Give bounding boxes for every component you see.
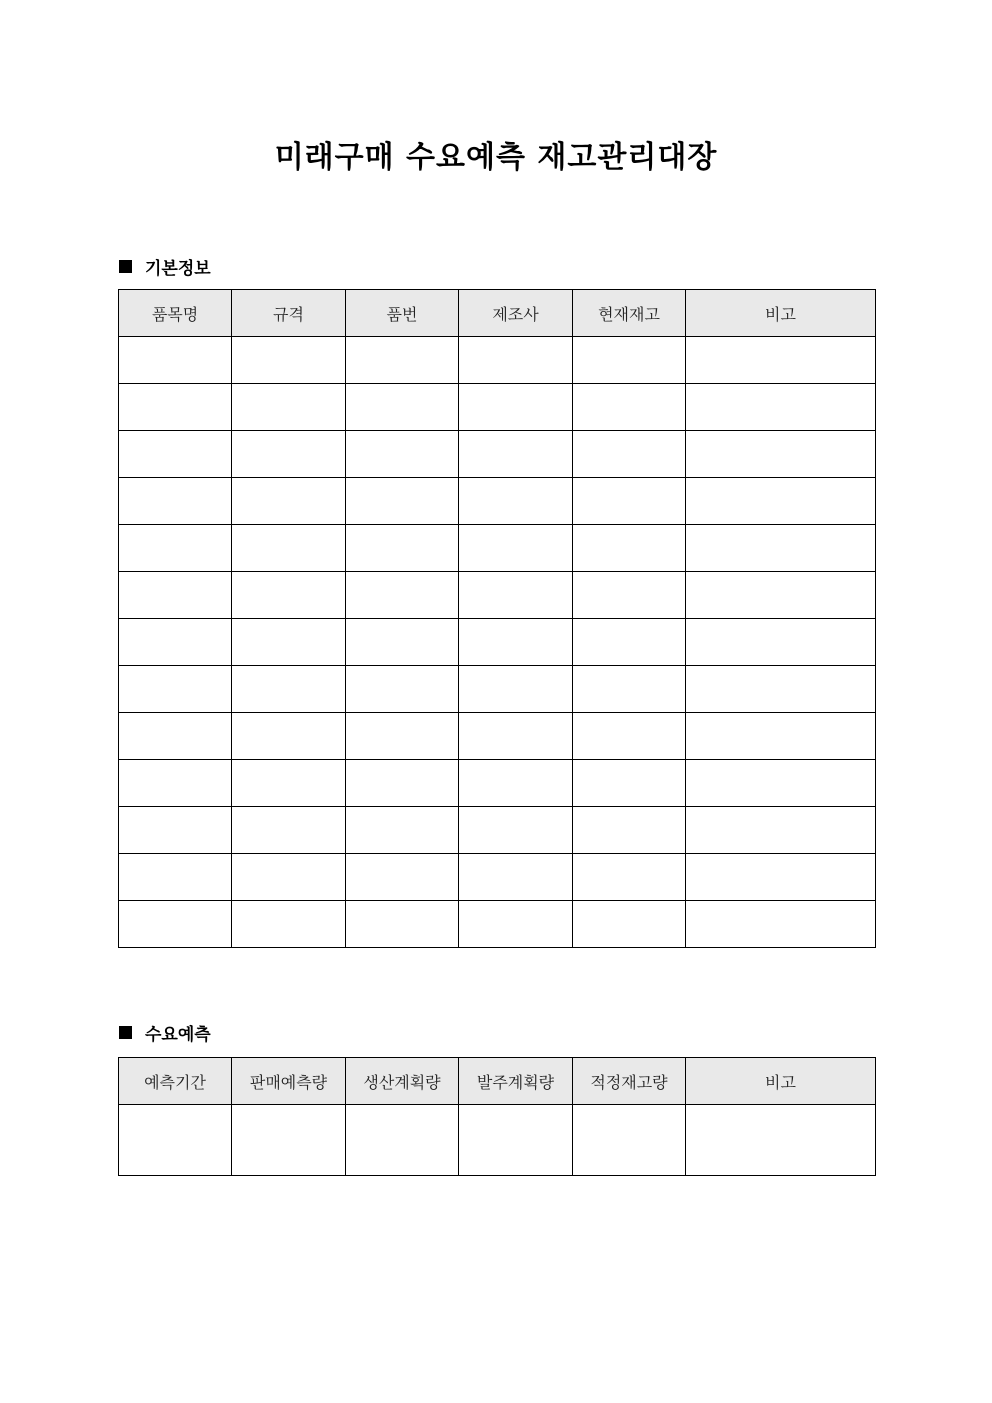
table-cell[interactable]: [573, 807, 686, 854]
table-row: [119, 384, 876, 431]
table-cell[interactable]: [119, 760, 232, 807]
table-cell[interactable]: [686, 1105, 876, 1176]
table-cell[interactable]: [346, 760, 459, 807]
table-cell[interactable]: [232, 807, 346, 854]
table-cell[interactable]: [232, 337, 346, 384]
table-cell[interactable]: [686, 901, 876, 948]
table-cell[interactable]: [686, 854, 876, 901]
table-cell[interactable]: [119, 525, 232, 572]
table-cell[interactable]: [459, 901, 573, 948]
table-cell[interactable]: [573, 713, 686, 760]
table-cell[interactable]: [119, 337, 232, 384]
column-header-spec: 규격: [232, 290, 346, 337]
basic-info-header-row: [119, 290, 876, 337]
table-cell[interactable]: [686, 619, 876, 666]
basic-info-body: [119, 337, 876, 948]
table-cell[interactable]: [232, 1105, 346, 1176]
demand-forecast-header-row: [119, 1058, 876, 1105]
table-cell[interactable]: [686, 666, 876, 713]
table-cell[interactable]: [573, 666, 686, 713]
table-cell[interactable]: [573, 901, 686, 948]
column-header-order-plan: 발주계획량: [459, 1058, 573, 1105]
column-header-current-stock: 현재재고: [573, 290, 686, 337]
table-cell[interactable]: [346, 1105, 459, 1176]
table-cell[interactable]: [573, 337, 686, 384]
square-bullet-icon: [119, 260, 132, 273]
table-cell[interactable]: [459, 572, 573, 619]
table-cell[interactable]: [232, 666, 346, 713]
table-cell[interactable]: [346, 431, 459, 478]
demand-forecast-table: [118, 1057, 876, 1176]
table-row: [119, 431, 876, 478]
table-cell[interactable]: [459, 666, 573, 713]
column-header-item-name: 품목명: [119, 290, 232, 337]
table-cell[interactable]: [459, 760, 573, 807]
demand-forecast-heading-label: 수요예측: [145, 1025, 211, 1045]
table-cell[interactable]: [346, 384, 459, 431]
table-cell[interactable]: [459, 619, 573, 666]
table-cell[interactable]: [119, 478, 232, 525]
table-row: [119, 619, 876, 666]
table-cell[interactable]: [459, 525, 573, 572]
column-header-forecast-period: 예측기간: [119, 1058, 232, 1105]
table-cell[interactable]: [573, 384, 686, 431]
table-cell[interactable]: [346, 901, 459, 948]
square-bullet-icon: [119, 1026, 132, 1039]
table-cell[interactable]: [459, 807, 573, 854]
table-cell[interactable]: [573, 478, 686, 525]
table-cell[interactable]: [459, 431, 573, 478]
table-cell[interactable]: [119, 901, 232, 948]
table-cell[interactable]: [686, 525, 876, 572]
table-cell[interactable]: [119, 619, 232, 666]
table-cell[interactable]: [119, 713, 232, 760]
table-row: [119, 337, 876, 384]
table-cell[interactable]: [346, 337, 459, 384]
table-cell[interactable]: [346, 807, 459, 854]
table-cell[interactable]: [346, 666, 459, 713]
table-cell[interactable]: [232, 619, 346, 666]
column-header-remarks: 비고: [686, 290, 876, 337]
table-cell[interactable]: [573, 525, 686, 572]
table-cell[interactable]: [573, 854, 686, 901]
table-cell[interactable]: [459, 478, 573, 525]
table-row: [119, 854, 876, 901]
table-row: [119, 713, 876, 760]
table-cell[interactable]: [346, 713, 459, 760]
table-cell[interactable]: [346, 619, 459, 666]
table-row: [119, 760, 876, 807]
table-cell[interactable]: [346, 525, 459, 572]
table-row: [119, 525, 876, 572]
table-cell[interactable]: [573, 431, 686, 478]
column-header-manufacturer: 제조사: [459, 290, 573, 337]
column-header-remarks: 비고: [686, 1058, 876, 1105]
table-cell[interactable]: [459, 713, 573, 760]
table-cell[interactable]: [573, 760, 686, 807]
table-cell[interactable]: [119, 666, 232, 713]
table-row: [119, 572, 876, 619]
table-row: [119, 807, 876, 854]
table-cell[interactable]: [232, 713, 346, 760]
column-header-sales-forecast: 판매예측량: [232, 1058, 346, 1105]
basic-info-heading-label: 기본정보: [145, 259, 211, 279]
table-cell[interactable]: [346, 572, 459, 619]
table-cell[interactable]: [686, 760, 876, 807]
table-cell[interactable]: [119, 572, 232, 619]
table-cell[interactable]: [573, 572, 686, 619]
page-title: 미래구매 수요예측 재고관리대장: [274, 140, 718, 175]
table-cell[interactable]: [459, 1105, 573, 1176]
column-header-production-plan: 생산계획량: [346, 1058, 459, 1105]
table-cell[interactable]: [119, 431, 232, 478]
table-cell[interactable]: [232, 901, 346, 948]
table-cell[interactable]: [119, 807, 232, 854]
table-cell[interactable]: [119, 1105, 232, 1176]
table-cell[interactable]: [232, 572, 346, 619]
column-header-part-number: 품번: [346, 290, 459, 337]
table-cell[interactable]: [686, 713, 876, 760]
table-row: [119, 901, 876, 948]
table-cell[interactable]: [686, 478, 876, 525]
table-cell[interactable]: [346, 478, 459, 525]
table-cell[interactable]: [232, 384, 346, 431]
table-cell[interactable]: [119, 384, 232, 431]
table-cell[interactable]: [459, 384, 573, 431]
table-cell[interactable]: [686, 572, 876, 619]
demand-forecast-heading: [119, 1020, 211, 1045]
demand-forecast-body: [119, 1105, 876, 1176]
table-cell[interactable]: [573, 619, 686, 666]
table-cell[interactable]: [573, 1105, 686, 1176]
table-cell[interactable]: [686, 807, 876, 854]
table-cell[interactable]: [119, 854, 232, 901]
table-row: [119, 1105, 876, 1176]
column-header-optimal-stock: 적정재고량: [573, 1058, 686, 1105]
table-cell[interactable]: [686, 431, 876, 478]
table-row: [119, 666, 876, 713]
table-cell[interactable]: [459, 854, 573, 901]
table-cell[interactable]: [232, 525, 346, 572]
table-cell[interactable]: [232, 478, 346, 525]
table-cell[interactable]: [232, 431, 346, 478]
table-cell[interactable]: [232, 760, 346, 807]
table-cell[interactable]: [686, 337, 876, 384]
table-cell[interactable]: [232, 854, 346, 901]
table-cell[interactable]: [459, 337, 573, 384]
table-cell[interactable]: [346, 854, 459, 901]
basic-info-heading: [119, 254, 211, 279]
table-cell[interactable]: [686, 384, 876, 431]
table-row: [119, 478, 876, 525]
basic-info-table: [118, 289, 876, 948]
